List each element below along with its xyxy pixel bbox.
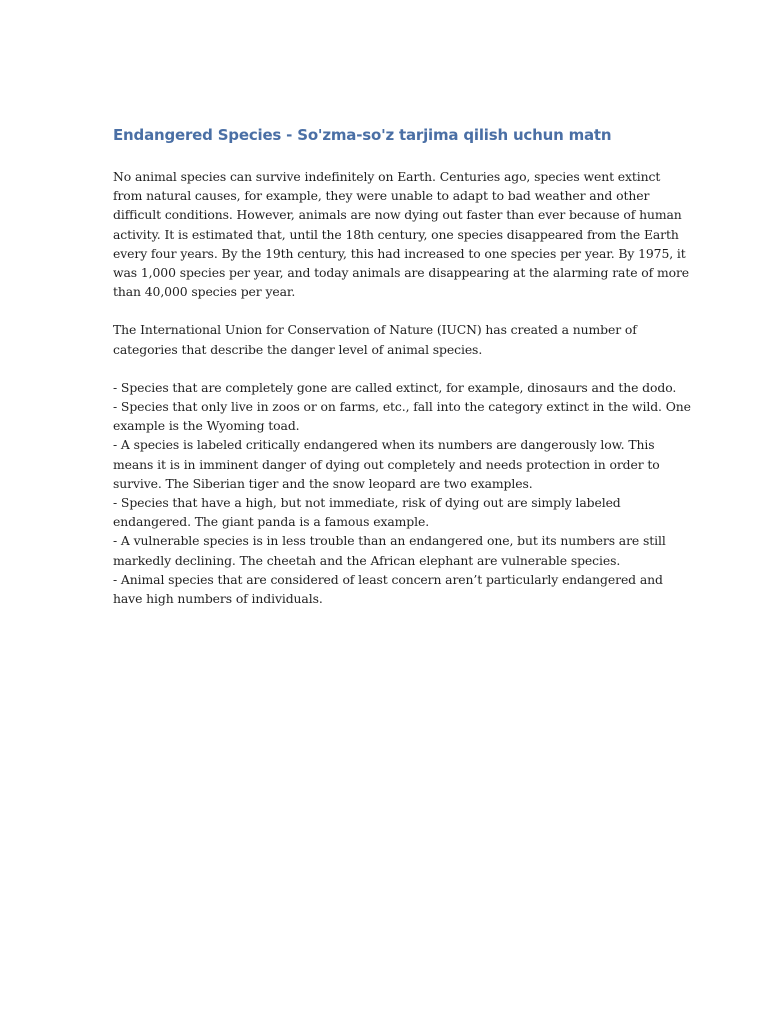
text-line: than 40,000 species per year. bbox=[113, 284, 296, 300]
text-line: categories that describe the danger level of animal species. bbox=[113, 341, 483, 357]
list-item-least-concern bbox=[113, 570, 661, 608]
text-line: markedly declining. The cheetah and the African elephant are vulnerable species. bbox=[113, 552, 621, 568]
list-item-vulnerable bbox=[113, 531, 666, 569]
text-line: No animal species can survive indefinitely on Earth. Centuries ago, species went extinct bbox=[113, 169, 661, 184]
text-line: activity. It is estimated that, until the 18th century, one species disappeared from the Earth bbox=[113, 226, 679, 242]
text-line: have high numbers of individuals. bbox=[113, 591, 323, 607]
text-line: means it is in imminent danger of dying out completely and needs protection in order to bbox=[113, 456, 660, 472]
text-line: - Animal species that are considered of least concern aren’t particularly endangered and bbox=[113, 571, 663, 587]
intro-paragraph bbox=[113, 167, 690, 301]
list-item-critically-endangered bbox=[113, 435, 661, 493]
list-item-endangered bbox=[113, 493, 661, 531]
document-page bbox=[113, 124, 691, 627]
list-item-extinct bbox=[113, 378, 677, 397]
document-title: Endangered Species - So'zma-so'z tarjima qilish uchun matn bbox=[113, 126, 612, 144]
text-line: every four years. By the 19th century, this had increased to one species per year. By 1975, it bbox=[113, 245, 686, 261]
text-line: endangered. The giant panda is a famous example. bbox=[113, 514, 430, 530]
text-line: difficult conditions. However, animals are now dying out faster than ever because of human bbox=[113, 207, 682, 223]
iucn-paragraph bbox=[113, 320, 661, 358]
category-list bbox=[113, 378, 691, 608]
text-line: - A species is labeled critically endangered when its numbers are dangerously low. This bbox=[113, 437, 655, 453]
text-line: The International Union for Conservation of Nature (IUCN) has created a number of bbox=[113, 322, 637, 338]
text-line: was 1,000 species per year, and today animals are disappearing at the alarming rate of more bbox=[113, 265, 690, 281]
text-line: - Species that are completely gone are called extinct, for example, dinosaurs and the dodo. bbox=[113, 379, 677, 395]
text-line: from natural causes, for example, they were unable to adapt to bad weather and other bbox=[113, 188, 650, 204]
text-line: example is the Wyoming toad. bbox=[113, 418, 300, 434]
list-item-extinct-in-wild bbox=[113, 397, 691, 435]
text-line: - A vulnerable species is in less trouble than an endangered one, but its numbers are still bbox=[113, 533, 666, 549]
text-line: - Species that have a high, but not immediate, risk of dying out are simply labeled bbox=[113, 495, 621, 511]
text-line: survive. The Siberian tiger and the snow leopard are two examples. bbox=[113, 475, 533, 491]
text-line: - Species that only live in zoos or on farms, etc., fall into the category extinct in the wild. One bbox=[113, 399, 691, 415]
